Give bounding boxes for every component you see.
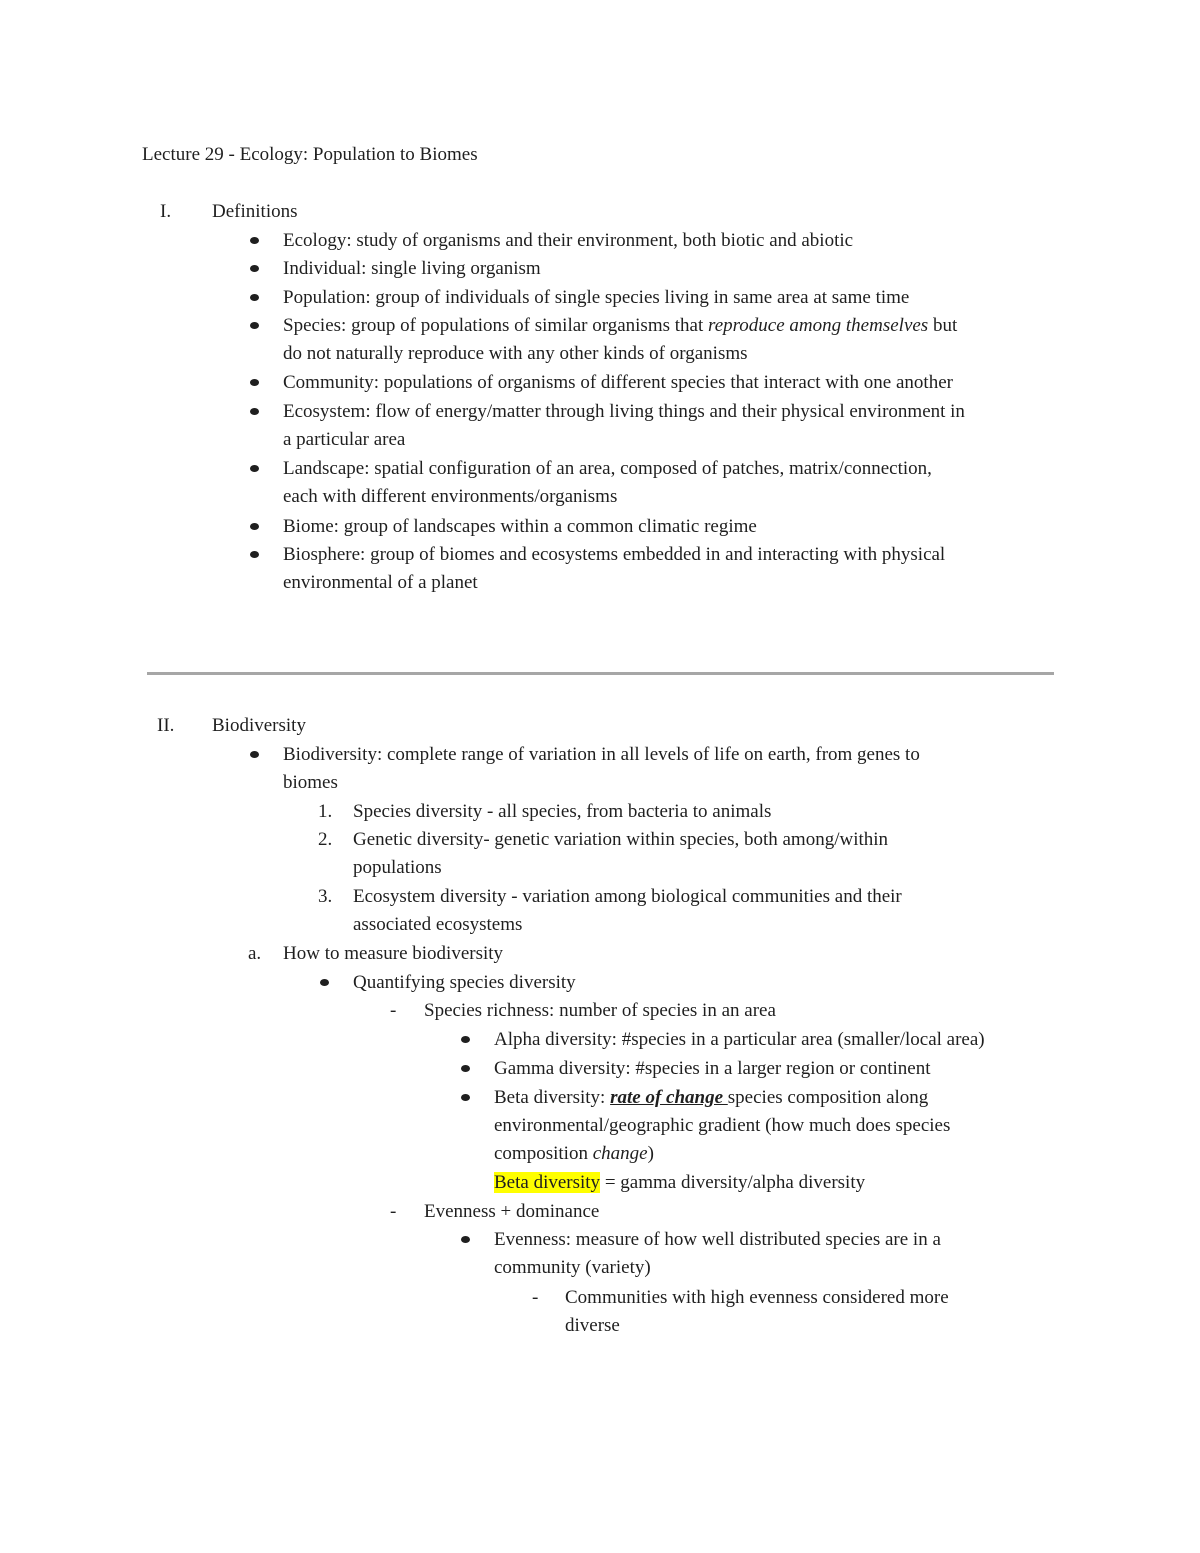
definition-community: Community: populations of organisms of different species that interact with one another bbox=[283, 372, 953, 393]
beta-diversity-formula: Beta diversity = gamma diversity/alpha diversity bbox=[494, 1172, 866, 1193]
list-number: 1. bbox=[318, 801, 333, 822]
section-1-numeral: I. bbox=[160, 201, 172, 222]
evenness-definition-cont: community (variety) bbox=[494, 1257, 651, 1278]
bullet-icon bbox=[250, 265, 259, 272]
bullet-icon bbox=[250, 465, 259, 472]
bullet-icon bbox=[250, 551, 259, 558]
genetic-diversity-cont: populations bbox=[353, 857, 442, 878]
definition-ecosystem-cont: a particular area bbox=[283, 429, 406, 450]
definition-individual: Individual: single living organism bbox=[283, 258, 541, 279]
definition-biosphere-cont: environmental of a planet bbox=[283, 572, 478, 593]
definition-landscape: Landscape: spatial configuration of an area, composed of patches, matrix/connection, bbox=[283, 458, 932, 479]
species-richness: Species richness: number of species in an area bbox=[424, 1000, 776, 1021]
section-2-heading: Biodiversity bbox=[212, 715, 306, 736]
species-diversity: Species diversity - all species, from bacteria to animals bbox=[353, 801, 772, 822]
definition-population: Population: group of individuals of single species living in same area at same time bbox=[283, 287, 910, 308]
section-1-heading: Definitions bbox=[212, 201, 298, 222]
definition-species: Species: group of populations of similar organisms that reproduce among themselves but bbox=[283, 315, 958, 336]
list-number: 2. bbox=[318, 829, 333, 850]
definition-landscape-cont: each with different environments/organisms bbox=[283, 486, 618, 507]
quantifying-species-diversity: Quantifying species diversity bbox=[353, 972, 576, 993]
genetic-diversity: Genetic diversity- genetic variation within species, both among/within bbox=[353, 829, 889, 850]
bullet-icon bbox=[250, 237, 259, 244]
biodiversity-definition-cont: biomes bbox=[283, 772, 338, 793]
definition-biosphere: Biosphere: group of biomes and ecosystems embedded in and interacting with physical bbox=[283, 544, 946, 565]
bullet-icon bbox=[250, 322, 259, 329]
bullet-icon bbox=[461, 1094, 470, 1101]
page-title: Lecture 29 - Ecology: Population to Biomes bbox=[142, 144, 478, 165]
bullet-icon bbox=[250, 294, 259, 301]
beta-diversity-cont-2: composition change) bbox=[494, 1143, 654, 1164]
bullet-icon bbox=[250, 408, 259, 415]
dash-marker: - bbox=[390, 1000, 397, 1021]
communities-evenness: Communities with high evenness considered more bbox=[565, 1287, 949, 1308]
alpha-diversity: Alpha diversity: #species in a particular area (smaller/local area) bbox=[494, 1029, 985, 1050]
how-to-measure: How to measure biodiversity bbox=[283, 943, 504, 964]
definition-ecosystem: Ecosystem: flow of energy/matter through living things and their physical environment in bbox=[283, 401, 965, 422]
gamma-diversity: Gamma diversity: #species in a larger region or continent bbox=[494, 1058, 931, 1079]
bullet-icon bbox=[250, 751, 259, 758]
definition-ecology: Ecology: study of organisms and their environment, both biotic and abiotic bbox=[283, 230, 854, 251]
bullet-icon bbox=[461, 1236, 470, 1243]
definition-species-cont: do not naturally reproduce with any other kinds of organisms bbox=[283, 343, 748, 364]
communities-evenness-cont: diverse bbox=[565, 1315, 620, 1336]
bullet-icon bbox=[461, 1036, 470, 1043]
horizontal-rule bbox=[147, 672, 1054, 675]
bullet-icon bbox=[461, 1065, 470, 1072]
list-letter: a. bbox=[248, 943, 262, 964]
beta-diversity: Beta diversity: rate of change species composition along bbox=[494, 1087, 929, 1108]
bullet-icon bbox=[250, 523, 259, 530]
beta-diversity-cont: environmental/geographic gradient (how much does species bbox=[494, 1115, 951, 1136]
ecosystem-diversity-cont: associated ecosystems bbox=[353, 914, 523, 935]
definition-biome: Biome: group of landscapes within a common climatic regime bbox=[283, 516, 757, 537]
evenness-definition: Evenness: measure of how well distributed species are in a bbox=[494, 1229, 941, 1250]
evenness-dominance: Evenness + dominance bbox=[424, 1201, 600, 1222]
list-number: 3. bbox=[318, 886, 333, 907]
dash-marker: - bbox=[532, 1287, 539, 1308]
section-2-numeral: II. bbox=[157, 715, 175, 736]
dash-marker: - bbox=[390, 1201, 397, 1222]
ecosystem-diversity: Ecosystem diversity - variation among biological communities and their bbox=[353, 886, 902, 907]
bullet-icon bbox=[250, 379, 259, 386]
biodiversity-definition: Biodiversity: complete range of variation in all levels of life on earth, from genes to bbox=[283, 744, 920, 765]
bullet-icon bbox=[320, 979, 329, 986]
